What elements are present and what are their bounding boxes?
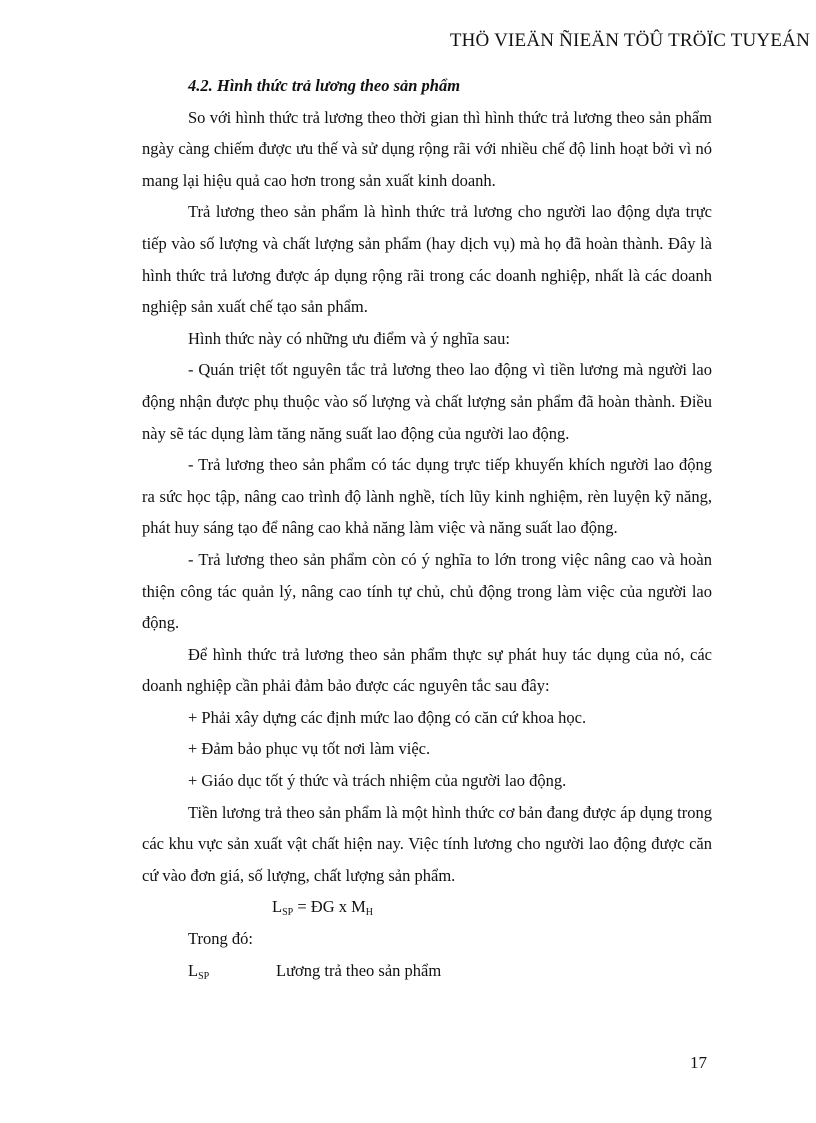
formula-lhs-subscript: SP [282,907,294,919]
paragraph-advantages-intro: Hình thức này có những ưu điểm và ý nghĩa sau: [188,328,510,348]
salary-formula [142,891,712,923]
definition-symbol-main: L [188,960,199,980]
definition-row [142,955,712,987]
paragraph-intro: So với hình thức trả lương theo thời gian thì hình thức trả lương theo sản phẩm ngày càng chiếm được ưu thế và sử dụng rộng rãi với nhiều chế độ linh hoạt bởi vì nó mang lại hiệu quả cao hơn trong sản xuất kinh doanh. [142,107,712,190]
principle-item-2: + Đảm bảo phục vụ tốt nơi làm việc. [188,739,431,759]
formula-rhs-subscript: H [365,907,374,919]
where-label: Trong đó: [188,929,253,949]
formula-lhs: L [272,897,283,917]
principle-item-1: + Phải xây dựng các định mức lao động có căn cứ khoa học. [188,707,587,727]
page-header: THÖ VIEÄN ÑIEÄN TÖÛ TRÖÏC TUYEÁN [449,30,810,51]
principle-item-3: + Giáo dục tốt ý thức và trách nhiệm của người lao động. [188,771,567,791]
advantage-item-2: - Trả lương theo sản phẩm có tác dụng trực tiếp khuyến khích người lao động ra sức học tập, nâng cao trình độ lành nghề, tích lũy kinh nghiệm, rèn luyện kỹ năng, phát huy sáng tạo để nâng cao khả năng làm việc và năng suất lao động. [142,455,712,538]
advantage-item-1: - Quán triệt tốt nguyên tắc trả lương theo lao động vì tiền lương mà người lao động nhận được phụ thuộc vào số lượng và chất lượng sản phẩm đã hoàn thành. Điều này sẽ tác dụng làm tăng năng suất lao động của người lao động. [142,360,712,443]
advantage-item-3: - Trả lương theo sản phẩm còn có ý nghĩa to lớn trong việc nâng cao và hoàn thiện công tác quản lý, nâng cao tính tự chủ, chủ động trong làm việc của người lao động. [142,549,712,633]
definition-symbol-subscript: SP [198,970,210,982]
page-number: 17 [690,1053,707,1072]
paragraph-calculation: Tiền lương trả theo sản phẩm là một hình thức cơ bản đang được áp dụng trong các khu vực sản xuất vật chất hiện nay. Việc tính lương cho người lao động được căn cứ vào đơn giá, số lượng, chất lượng sản phẩm. [142,802,712,885]
paragraph-principles-intro: Để hình thức trả lương theo sản phẩm thực sự phát huy tác dụng của nó, các doanh nghiệp cần phải đảm bảo được các nguyên tắc sau đây: [142,644,712,696]
definition-meaning: Lương trả theo sản phẩm [276,960,442,980]
paragraph-definition: Trả lương theo sản phẩm là hình thức trả lương cho người lao động dựa trực tiếp vào số lượng và chất lượng sản phẩm (hay dịch vụ) mà họ đã hoàn thành. Đây là hình thức trả lương được áp dụng rộng rãi trong các doanh nghiệp, nhất là các doanh nghiệp sản xuất chế tạo sản phẩm. [142,202,712,317]
section-heading: 4.2. Hình thức trả lương theo sản phẩm [188,76,461,95]
definition-symbol [188,955,276,987]
formula-middle: = ĐG x M [293,897,366,917]
document-body [142,70,712,986]
